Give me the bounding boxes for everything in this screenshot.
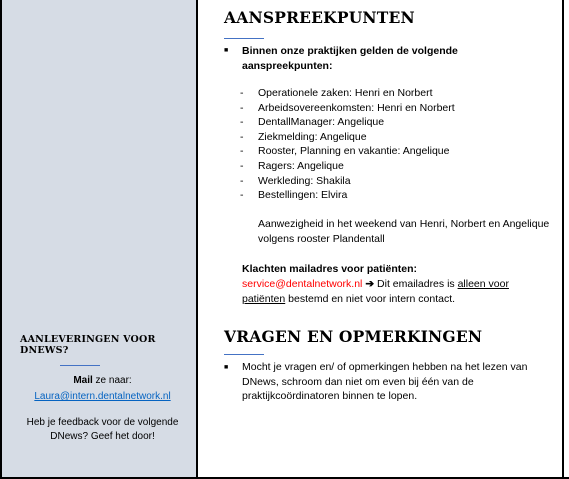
square-bullet-icon: ■ xyxy=(224,364,229,371)
mail-suffix: ze naar: xyxy=(92,375,132,386)
list-item-text: Rooster, Planning en vakantie: Angelique xyxy=(258,145,450,158)
mail-address-link[interactable]: Laura@intern.dentalnetwork.nl xyxy=(34,391,171,402)
sidebar xyxy=(0,0,198,479)
weekend-note: Aanwezigheid in het weekend van Henri, Norbert en Angelique volgens rooster Plandentall xyxy=(258,218,550,245)
list-item: - Bestellingen: Elvira xyxy=(240,189,348,202)
complaints-email-link[interactable]: service@dentalnetwork.nl xyxy=(242,278,363,290)
list-item: - Ziekmelding: Angelique xyxy=(240,130,367,143)
section-divider xyxy=(224,38,264,39)
list-item: - Rooster, Planning en vakantie: Angelique xyxy=(240,145,450,158)
mail-label: Mail xyxy=(73,375,93,386)
list-item: - Werkleding: Shakila xyxy=(240,174,351,187)
section-title-aanspreekpunten: AANSPREEKPUNTEN xyxy=(224,8,415,27)
arrow-right-icon: ➔ xyxy=(365,278,375,290)
list-item: - Arbeidsovereenkomsten: Henri en Norbert xyxy=(240,101,455,114)
complaints-paragraph xyxy=(242,277,542,306)
sidebar-divider xyxy=(60,365,100,366)
complaints-text-end: bestemd en niet voor intern contact. xyxy=(285,292,456,305)
section-divider xyxy=(224,354,264,355)
sidebar-heading: AANLEVERINGEN VOOR DNEWS? xyxy=(20,334,156,356)
list-item: - DentallManager: Angelique xyxy=(240,116,385,129)
feedback-text: Heb je feedback voor de volgende DNews? Geef het door! xyxy=(26,417,179,442)
questions-text: Mocht je vragen en/ of opmerkingen hebben na het lezen van DNews, schroom dan niet om even bij één van de praktijkcoördinatoren binnen te lopen. xyxy=(242,361,528,402)
complaints-emphasis: alleen voor patiënten xyxy=(242,278,509,305)
contact-list xyxy=(240,86,455,203)
section-title-vragen: VRAGEN EN OPMERKINGEN xyxy=(224,327,483,346)
mail-instruction xyxy=(20,374,185,388)
list-item-text: Ziekmelding: Angelique xyxy=(258,130,367,143)
square-bullet-icon: ■ xyxy=(224,47,229,54)
list-item-text: Bestellingen: Elvira xyxy=(258,189,348,202)
list-item-text: DentallManager: Angelique xyxy=(258,116,385,129)
list-item-text: Operationele zaken: Henri en Norbert xyxy=(258,87,433,99)
list-item: - Ragers: Angelique xyxy=(240,159,344,172)
page-right-border xyxy=(562,0,564,479)
sidebar-box xyxy=(20,334,185,444)
complaints-heading: Klachten mailadres voor patiënten: xyxy=(242,263,418,275)
list-item-text: Ragers: Angelique xyxy=(258,159,344,172)
list-item-text: Werkleding: Shakila xyxy=(258,174,351,187)
intro-text: Binnen onze praktijken gelden de volgende aanspreekpunten: xyxy=(242,45,458,72)
list-item-text: Arbeidsovereenkomsten: Henri en Norbert xyxy=(258,101,455,114)
list-item: - Operationele zaken: Henri en Norbert xyxy=(240,87,433,99)
complaints-text: Dit emailadres is xyxy=(374,278,458,290)
